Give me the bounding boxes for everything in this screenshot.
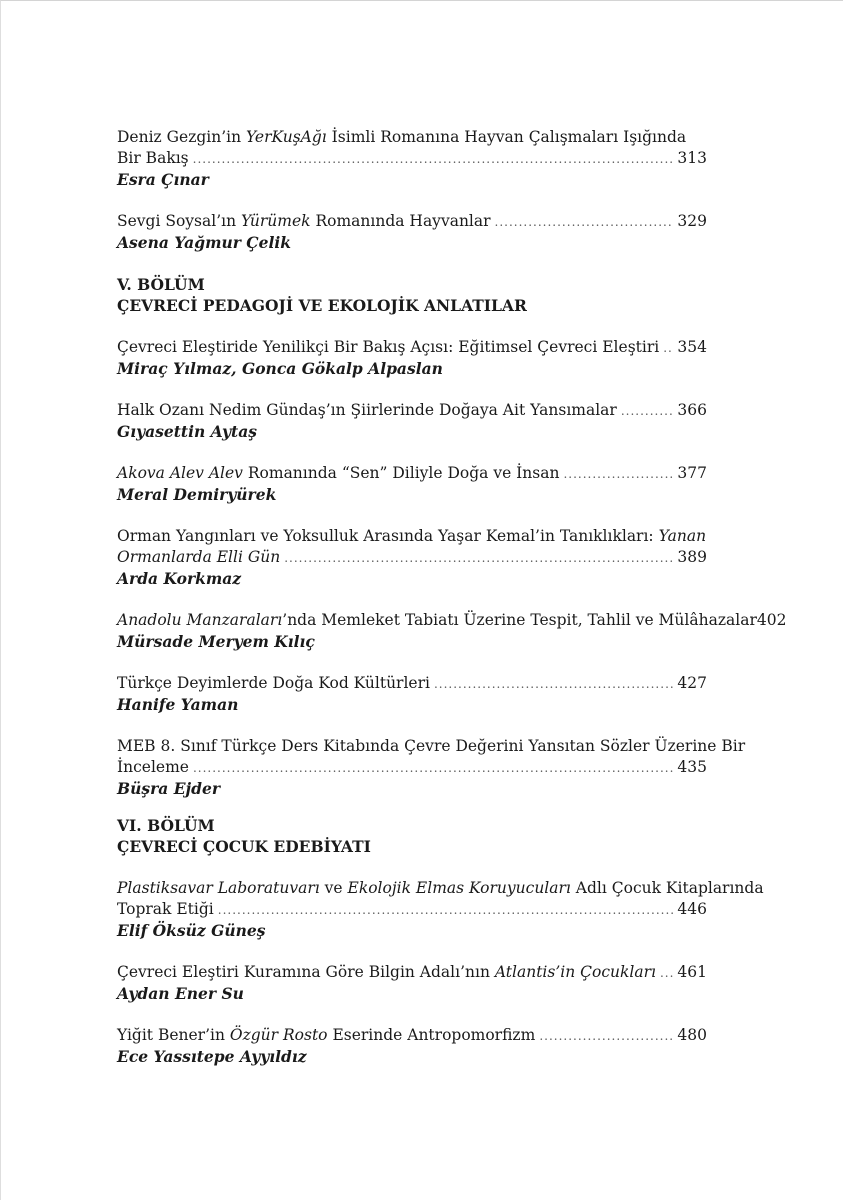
toc-entry: [117, 878, 764, 941]
dot-leader: [193, 758, 673, 779]
toc-entry-title: MEB 8. Sınıf Türkçe Ders Kitabında Çevre Değerini Yansıtan Sözler Üzerine Bir: [117, 737, 746, 755]
dot-leader: [660, 963, 673, 984]
section-number: VI. BÖLÜM: [117, 816, 215, 835]
page-number: 389: [677, 548, 707, 566]
dot-leader: [539, 1026, 673, 1047]
section-number: V. BÖLÜM: [117, 275, 205, 294]
toc-entry: [117, 736, 746, 799]
dot-leader: [663, 338, 673, 359]
toc-entry-author: Meral Demiryürek: [117, 485, 277, 504]
dot-leader: [284, 548, 673, 569]
toc-entry-author: Ece Yassıtepe Ayyıldız: [117, 1047, 307, 1066]
toc-entry: [117, 1025, 707, 1067]
section-title: ÇEVRECİ ÇOCUK EDEBİYATI: [117, 837, 371, 856]
toc-entry: [117, 526, 707, 589]
toc-entry-title: Plastiksavar Laboratuvarı ve Ekolojik Elmas Koruyucuları Adlı Çocuk Kitaplarında: [117, 879, 764, 897]
toc-entry-author: Gıyasettin Aytaş: [117, 422, 257, 441]
toc-entry-author: Elif Öksüz Güneş: [117, 921, 266, 940]
toc-entry: [117, 211, 707, 253]
toc-entry-line: Halk Ozanı Nedim Gündaş’ın Şiirlerinde Doğaya Ait Yansımalar ..... 366: [117, 400, 707, 421]
toc-entry-line: Türkçe Deyimlerde Doğa Kod Kültürleri ..... 427: [117, 673, 707, 694]
page-number: 446: [677, 900, 707, 918]
toc-entry: [117, 127, 707, 190]
toc-entry: [117, 673, 707, 715]
table-of-contents: [117, 127, 787, 1067]
toc-entry-line: Yiğit Bener’in Özgür Rosto Eserinde Antropomorfizm ..... 480: [117, 1025, 707, 1046]
page-number: 377: [677, 464, 707, 482]
toc-entry-line: İnceleme ..... 435: [117, 757, 707, 778]
toc-entry-line: Anadolu Manzaraları’nda Memleket Tabiatı Üzerine Tespit, Tahlil ve Mülâhazalar 402: [117, 611, 787, 629]
toc-entry-author: Hanife Yaman: [117, 695, 239, 714]
page-number: 461: [677, 963, 707, 981]
toc-entry: [117, 337, 707, 379]
page-number: 402: [756, 611, 787, 629]
page-number: 435: [677, 758, 707, 776]
toc-entry-author: Büşra Ejder: [117, 779, 220, 798]
page-number: 313: [677, 149, 707, 167]
toc-entry-author: Miraç Yılmaz, Gonca Gökalp Alpaslan: [117, 359, 443, 378]
toc-entry-author: Asena Yağmur Çelik: [117, 233, 292, 252]
toc-entry-line: Bir Bakış ..... 313: [117, 148, 707, 169]
dot-leader: [495, 212, 674, 233]
page-number: 329: [677, 212, 707, 230]
toc-entry-line: Çevreci Eleştiri Kuramına Göre Bilgin Adalı’nın Atlantis’in Çocukları ..... 461: [117, 962, 707, 983]
toc-entry-line: Ormanlarda Elli Gün ..... 389: [117, 547, 707, 568]
page-number: 354: [677, 338, 707, 356]
dot-leader: [563, 464, 673, 485]
dot-leader: [621, 401, 674, 422]
section-title: ÇEVRECİ PEDAGOJİ VE EKOLOJİK ANLATILAR: [117, 296, 527, 315]
toc-entry-author: Mürsade Meryem Kılıç: [117, 632, 315, 651]
toc-entry-title: Deniz Gezgin’in YerKuşAğı İsimli Romanına Hayvan Çalışmaları Işığında: [117, 128, 687, 146]
dot-leader: [193, 149, 674, 170]
dot-leader: [434, 674, 673, 695]
toc-entry-line: Akova Alev Alev Romanında “Sen” Diliyle Doğa ve İnsan ..... 377: [117, 463, 707, 484]
page-number: 366: [677, 401, 707, 419]
toc-entry: [117, 962, 707, 1004]
page-number: 480: [677, 1026, 707, 1044]
toc-entry-line: Çevreci Eleştiride Yenilikçi Bir Bakış Açısı: Eğitimsel Çevreci Eleştiri ..... 354: [117, 337, 707, 358]
toc-entry: [117, 463, 707, 505]
toc-entry-title: Orman Yangınları ve Yoksulluk Arasında Yaşar Kemal’in Tanıklıkları: Yanan: [117, 527, 707, 545]
page-number: 427: [677, 674, 707, 692]
toc-entry-author: Aydan Ener Su: [117, 984, 244, 1003]
dot-leader: [218, 900, 674, 921]
toc-entry-author: Arda Korkmaz: [117, 569, 242, 588]
toc-entry: [117, 610, 787, 652]
toc-entry-line: Toprak Etiği ..... 446: [117, 899, 707, 920]
toc-entry-line: Sevgi Soysal’ın Yürümek Romanında Hayvanlar ..... 329: [117, 211, 707, 232]
toc-entry: [117, 400, 707, 442]
toc-entry-author: Esra Çınar: [117, 170, 209, 189]
